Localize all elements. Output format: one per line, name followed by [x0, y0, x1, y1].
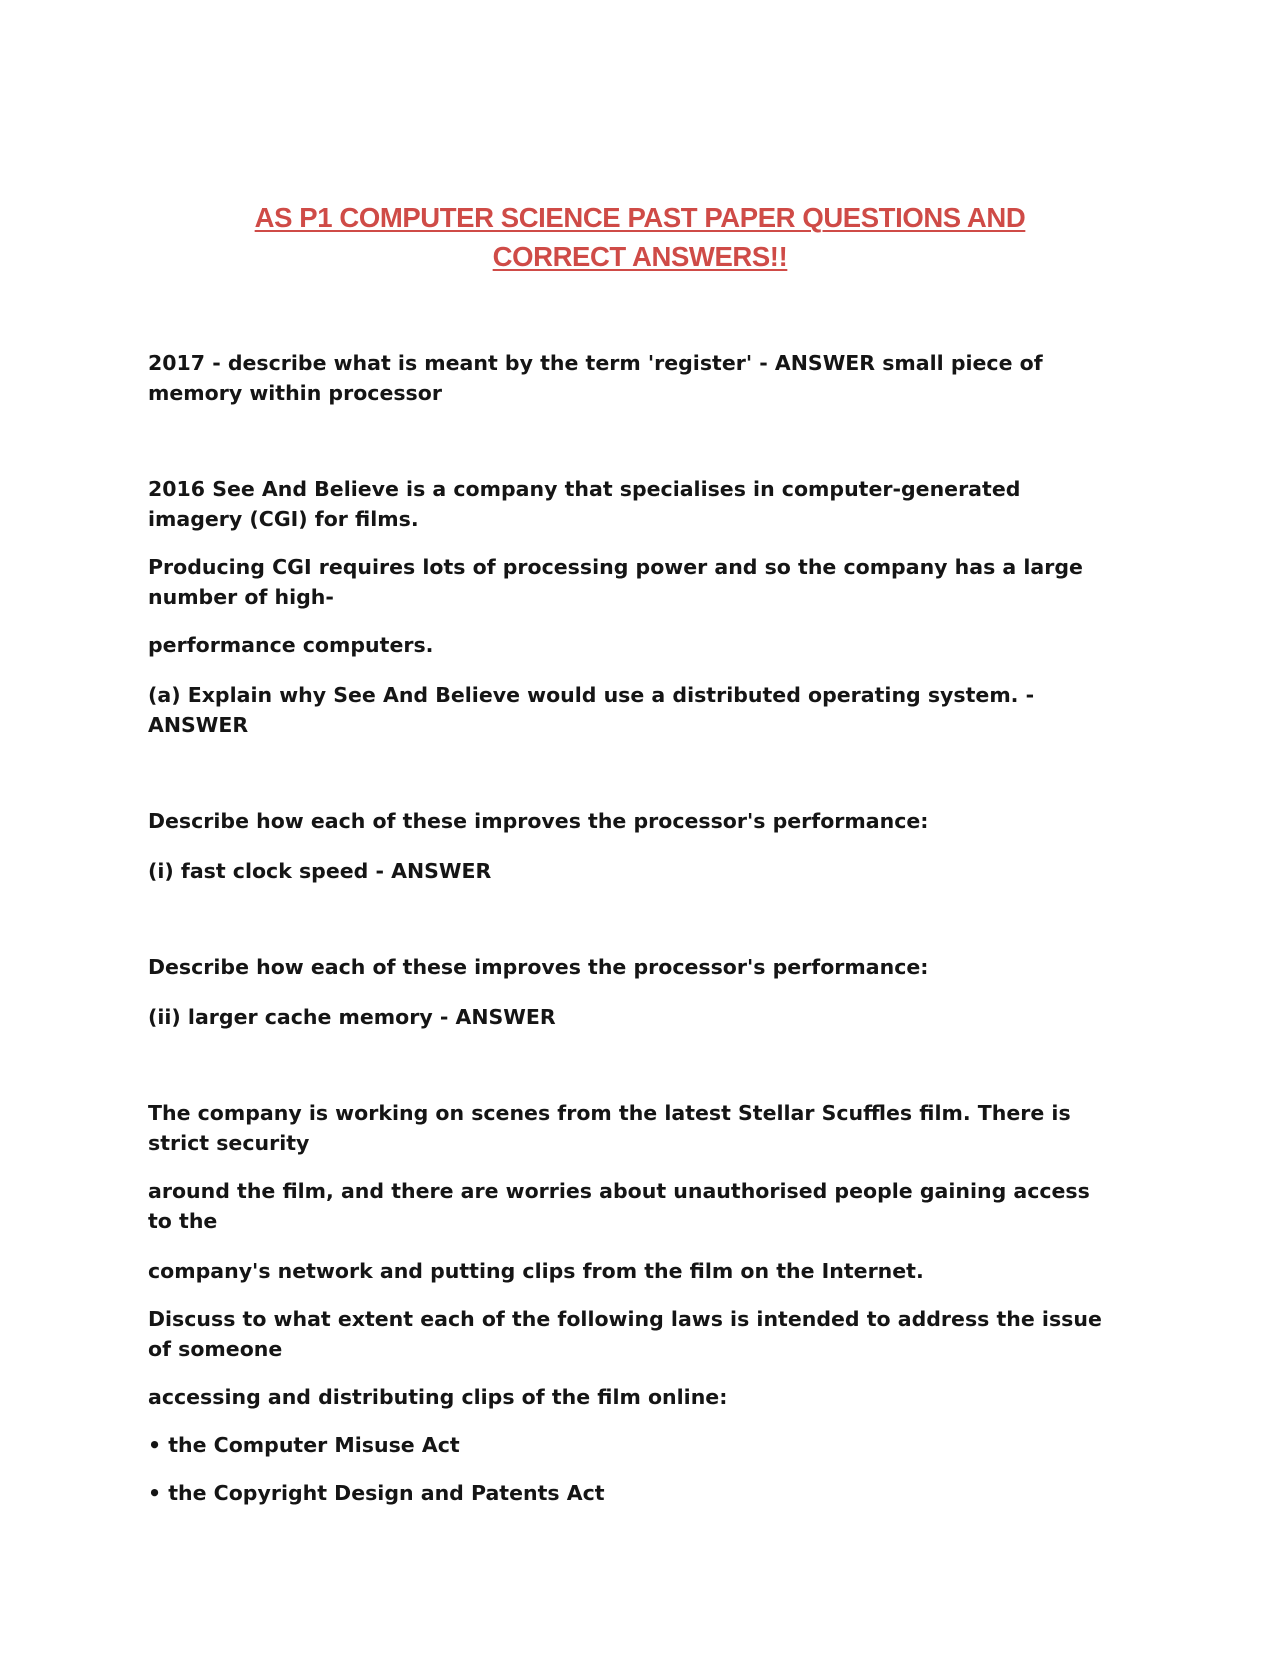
- paragraph: Describe how each of these improves the processor's performance:: [148, 955, 929, 979]
- paragraph: Producing CGI requires lots of processing power and so the company has a large number of high-: [148, 555, 1083, 609]
- paragraph: performance computers.: [148, 633, 434, 657]
- title-line-1: AS P1 COMPUTER SCIENCE PAST PAPER QUESTIONS AND: [254, 202, 1026, 233]
- paragraph: around the film, and there are worries about unauthorised people gaining access to the: [148, 1179, 1090, 1233]
- paragraph: Discuss to what extent each of the following laws is intended to address the issue of someone: [148, 1307, 1102, 1361]
- paragraph: The company is working on scenes from the latest Stellar Scuffles film. There is strict security: [148, 1101, 1071, 1155]
- paragraph: company's network and putting clips from the film on the Internet.: [148, 1259, 924, 1283]
- paragraph: 2017 - describe what is meant by the term 'register' - ANSWER small piece of memory within processor: [148, 351, 1043, 405]
- list-item: • the Computer Misuse Act: [148, 1433, 460, 1457]
- list-item: • the Copyright Design and Patents Act: [148, 1481, 605, 1505]
- document-title: [150, 198, 1130, 276]
- title-line-2: CORRECT ANSWERS!!: [492, 241, 788, 272]
- paragraph: (a) Explain why See And Believe would use a distributed operating system. - ANSWER: [148, 683, 1035, 737]
- document-body: [148, 348, 1128, 1508]
- paragraph: (i) fast clock speed - ANSWER: [148, 859, 492, 883]
- paragraph: accessing and distributing clips of the film online:: [148, 1385, 728, 1409]
- paragraph: Describe how each of these improves the processor's performance:: [148, 809, 929, 833]
- paragraph: 2016 See And Believe is a company that specialises in computer-generated imagery (CGI) for films.: [148, 477, 1021, 531]
- paragraph: (ii) larger cache memory - ANSWER: [148, 1005, 556, 1029]
